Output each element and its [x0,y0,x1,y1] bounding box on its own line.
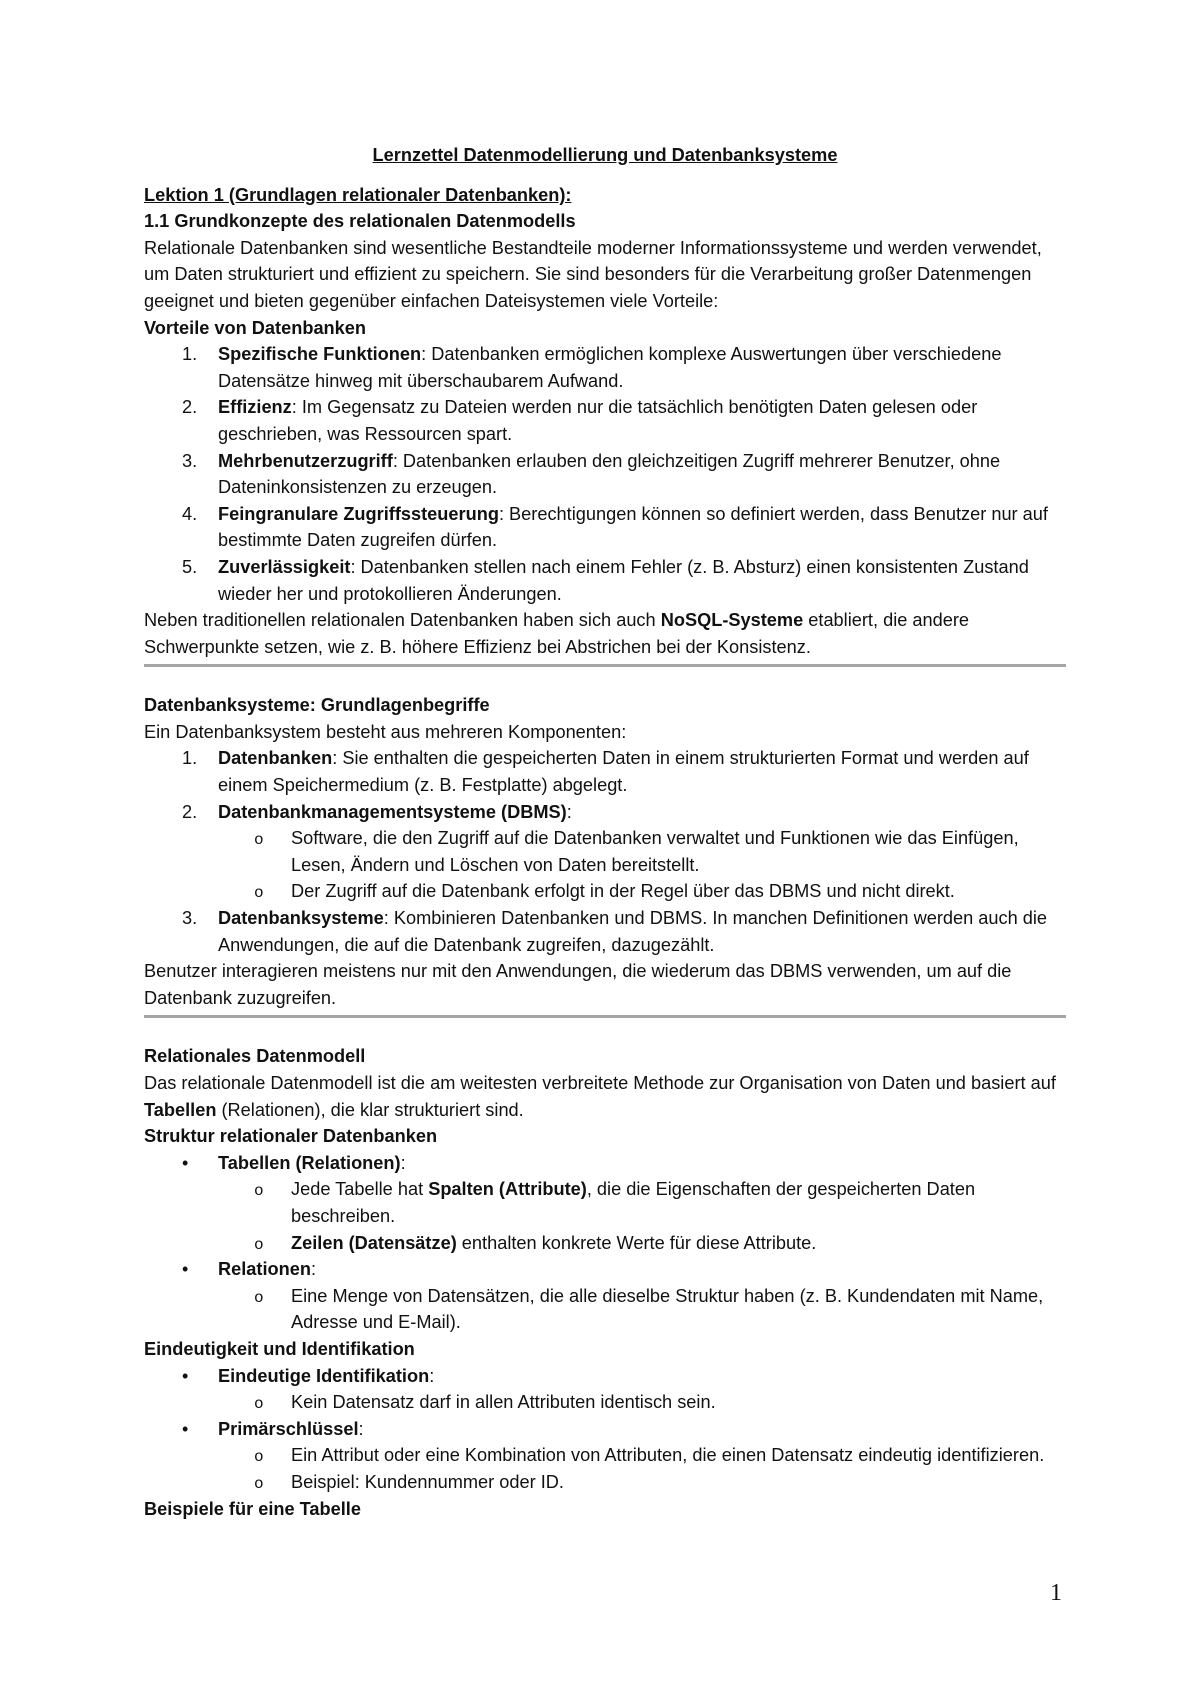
list-item: 3. Datenbanksysteme: Kombinieren Datenbanken und DBMS. In manchen Definitionen werden auch die Anwendungen, die auf die Datenbank zugreifen, dazugezählt. [182,908,1048,955]
lesson-heading: Lektion 1 (Grundlagen relationaler Datenbanken): [144,184,572,205]
sub-bullet-icon: o [254,1235,264,1254]
divider [144,664,1066,667]
sub-list-item: o Der Zugriff auf die Datenbank erfolgt in der Regel über das DBMS und nicht direkt. [144,878,1066,905]
sub-list-item: o Beispiel: Kundennummer oder ID. [144,1469,1066,1496]
sub-list-item: o Ein Attribut oder eine Kombination von Attributen, die einen Datensatz eindeutig identifizieren. [144,1442,1066,1469]
section-3-intro: Das relationale Datenmodell ist die am weitesten verbreitete Methode zur Organisation von Daten und basiert auf Tabellen (Relationen), die klar strukturiert sind. [144,1073,1056,1120]
bullet-icon: • [182,1152,189,1173]
section-heading-dbs: Datenbanksysteme: Grundlagenbegriffe [144,695,490,716]
sub-bullet-icon: o [254,1474,264,1493]
section-2-intro: Ein Datenbanksystem besteht aus mehreren Komponenten: [144,721,627,742]
list-item: 3. Mehrbenutzerzugriff: Datenbanken erlauben den gleichzeitigen Zugriff mehrerer Benutzer, ohne Dateninkonsistenzen zu erzeugen. [182,450,1001,498]
section-1-outro: Neben traditionellen relationalen Datenbanken haben sich auch NoSQL-Systeme etabliert, die andere Schwerpunkte setzen, wie z. B. höhere Effizienz bei Abstrichen bei der Konsistenz. [144,610,970,657]
subheading-eindeutigkeit: Eindeutigkeit und Identifikation [144,1338,415,1359]
section-heading-1-1: 1.1 Grundkonzepte des relationalen Datenmodells [144,211,576,232]
section-1-intro: Relationale Datenbanken sind wesentliche Bestandteile moderner Informationssysteme und werden verwendet, um Daten strukturiert und effizient zu speichern. Sie sind besonders für die Verarbeitung großer Datenmengen geeignet und bieten gegenüber einfachen Dateisystemen viele Vorteile: [144,237,1042,311]
sub-bullet-icon: o [254,1288,264,1307]
bullet-icon: • [182,1259,189,1280]
list-item: 2. Effizienz: Im Gegensatz zu Dateien werden nur die tatsächlich benötigten Daten gelesen oder geschrieben, was Ressourcen spart. [182,397,978,444]
sub-list-item: o Jede Tabelle hat Spalten (Attribute), die die Eigenschaften der gespeicherten Daten beschreiben. [254,1179,976,1226]
subheading-vorteile: Vorteile von Datenbanken [144,317,367,338]
sub-bullet-icon: o [254,884,264,903]
list-item: 1. Datenbanken: Sie enthalten die gespeicherten Daten in einem strukturierten Format und werden auf einem Speichermedium (z. B. Festplatte) abgelegt. [182,748,1029,796]
divider [144,1015,1066,1018]
bullet-item: • Tabellen (Relationen): [144,1150,1066,1177]
subheading-struktur: Struktur relationaler Datenbanken [144,1126,438,1147]
sub-list-item: o Eine Menge von Datensätzen, die alle dieselbe Struktur haben (z. B. Kundendaten mit Name, Adresse und E-Mail). [254,1285,1044,1333]
document-body [144,142,1066,1522]
sub-bullet-icon: o [254,1182,264,1201]
advantages-list [144,341,1066,607]
list-item: 2. Datenbankmanagementsysteme (DBMS): [182,801,572,822]
list-item: 1. Spezifische Funktionen: Datenbanken ermöglichen komplexe Auswertungen über verschiedene Datensätze hinweg mit überschaubarem Aufwand. [182,344,1002,391]
components-list [144,745,1066,958]
bullet-item: • Relationen: [144,1256,1066,1283]
bullet-icon: • [182,1418,189,1439]
section-2-outro: Benutzer interagieren meistens nur mit den Anwendungen, die wiederum das DBMS verwenden, um auf die Datenbank zuzugreifen. [144,961,1012,1008]
list-item: 4. Feingranulare Zugriffssteuerung: Berechtigungen können so definiert werden, dass Benutzer nur auf bestimmte Daten zugreifen dürfen. [182,503,1048,551]
sub-list-item: o Software, die den Zugriff auf die Datenbanken verwaltet und Funktionen wie das Einfügen, Lesen, Ändern und Löschen von Daten bereitstellt. [254,828,1019,875]
sub-bullet-icon: o [254,1395,264,1414]
subheading-beispiele: Beispiele für eine Tabelle [144,1498,361,1519]
document-title: Lernzettel Datenmodellierung und Datenbanksysteme [372,145,838,165]
bullet-icon: • [182,1365,189,1386]
sub-bullet-icon: o [254,831,264,850]
page-number: 1 [1050,1580,1062,1606]
list-item: 5. Zuverlässigkeit: Datenbanken stellen nach einem Fehler (z. B. Absturz) einen konsistenten Zustand wieder her und protokollieren Änderungen. [182,556,1029,604]
bullet-item: • Eindeutige Identifikation: [144,1363,1066,1390]
sub-list-item: o Kein Datensatz darf in allen Attributen identisch sein. [144,1389,1066,1416]
sub-list-item: o Zeilen (Datensätze) enthalten konkrete Werte für diese Attribute. [144,1230,1066,1257]
bullet-item: • Primärschlüssel: [144,1416,1066,1443]
sub-bullet-icon: o [254,1448,264,1467]
section-heading-relational: Relationales Datenmodell [144,1046,366,1067]
